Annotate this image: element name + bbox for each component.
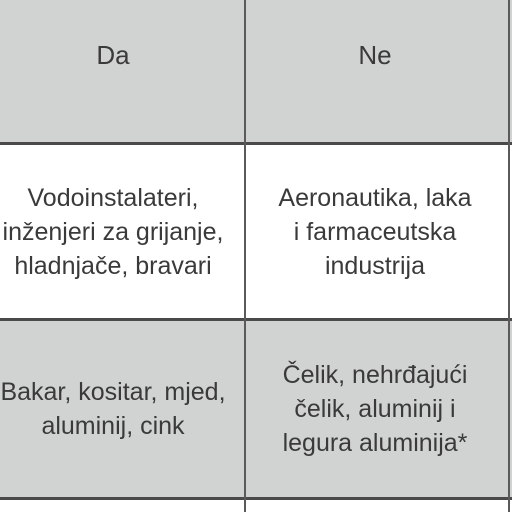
- header-da: Da: [96, 40, 130, 70]
- header-ne: Ne: [358, 40, 392, 70]
- table-row: [0, 500, 512, 512]
- table-row: [0, 145, 512, 318]
- cell-ne-usage: Aeronautika, laka i farmaceutska industrija: [278, 183, 472, 280]
- table-header-row: [0, 0, 512, 142]
- column-divider: [244, 0, 246, 512]
- table-row: [0, 321, 512, 497]
- column-divider: [508, 0, 510, 512]
- cell-da-materials: Bakar, kositar, mjed, aluminij, cink: [0, 378, 226, 440]
- cell-da-usage: Vodoinstalateri, inženjeri za grijanje, hladnjače, bravari: [2, 183, 224, 280]
- cell-ne-materials: Čelik, nehrđajući čelik, aluminij i legura aluminija*: [282, 361, 468, 457]
